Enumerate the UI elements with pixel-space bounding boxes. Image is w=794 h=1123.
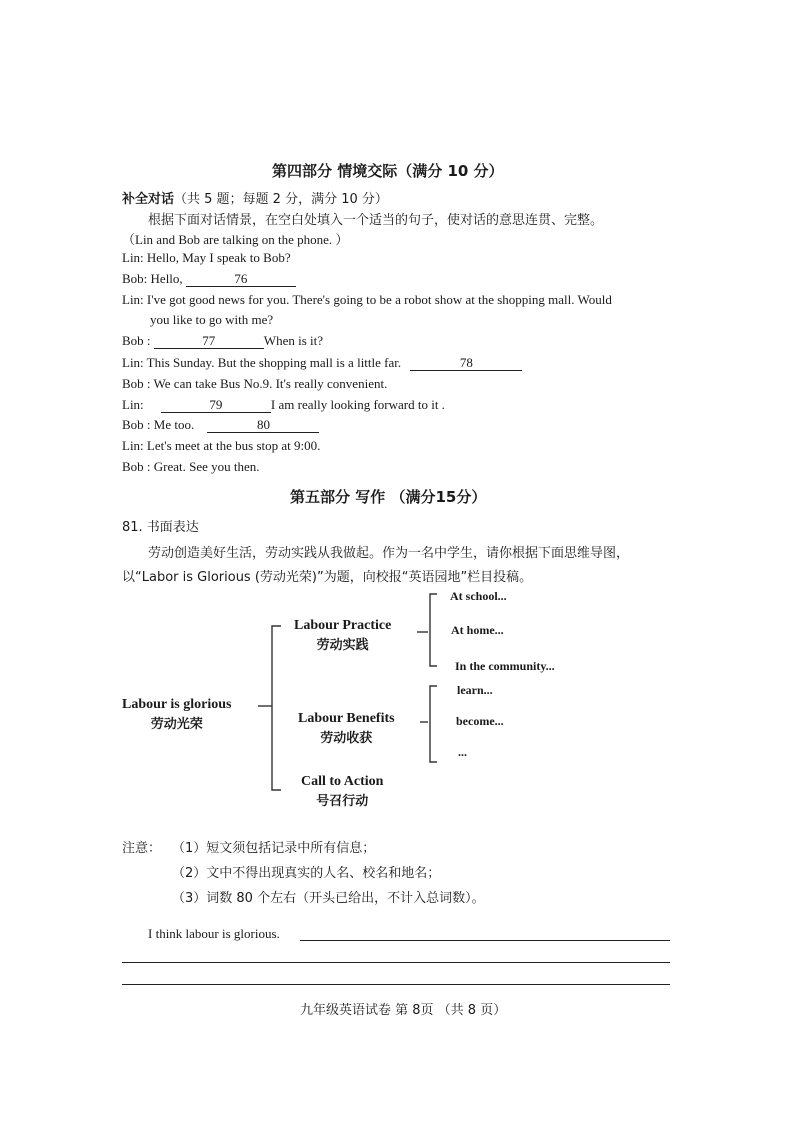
- writing-prompt-1: 劳动创造美好生活，劳动实践从我做起。作为一名中学生，请你根据下面思维导图，: [148, 546, 630, 561]
- mindmap-benefits-cn: 劳动收获: [320, 731, 373, 746]
- task-heading: 补全对话: [122, 192, 175, 207]
- note-1: （1）短文须包括记录中所有信息；: [172, 841, 376, 856]
- note-2: （2）文中不得出现真实的人名、校名和地名；: [172, 866, 441, 881]
- mindmap-practice: [294, 618, 391, 653]
- dialogue-line-3a: Lin: I've got good news for you. There's going to be a robot show at the shopping mall. Would: [122, 292, 612, 307]
- dialogue-line-2-text: Bob: Hello,: [122, 271, 183, 286]
- mindmap-root-cn: 劳动光荣: [150, 717, 203, 732]
- benefit-item-more: ...: [458, 745, 467, 759]
- writing-prompt-2: 以“Labor is Glorious (劳动光荣)”为题，向校报“英语园地”栏目投稿。: [122, 570, 533, 585]
- mindmap-root-en: Labour is glorious: [122, 697, 232, 712]
- question-number: 81. 书面表达: [122, 520, 199, 535]
- part5-title: 第五部分 写作 （满分15分）: [290, 488, 487, 506]
- blank-78[interactable]: 78: [410, 355, 522, 371]
- mindmap-root: [122, 697, 231, 732]
- dialogue-line-4-post: When is it?: [263, 333, 324, 348]
- mindmap-action-cn: 号召行动: [316, 794, 369, 809]
- dialogue-line-5-pre: Lin: This Sunday. But the shopping mall is a little far.: [122, 355, 402, 370]
- writing-line-3[interactable]: [122, 984, 670, 985]
- blank-76[interactable]: 76: [186, 271, 296, 287]
- instruction: 根据下面对话情景，在空白处填入一个适当的句子，使对话的意思连贯、完整。: [148, 213, 604, 228]
- dialogue-line-7-pre: Lin:: [122, 397, 144, 412]
- mindmap-action-en: Call to Action: [301, 774, 384, 789]
- blank-79[interactable]: 79: [161, 397, 271, 413]
- part4-title: 第四部分 情境交际（满分 10 分）: [272, 162, 504, 180]
- blank-80[interactable]: 80: [207, 417, 319, 433]
- dialogue-line-9: Lin: Let's meet at the bus stop at 9:00.: [122, 438, 321, 453]
- mindmap-practice-cn: 劳动实践: [316, 638, 369, 653]
- benefit-item-learn: learn...: [457, 683, 493, 697]
- dialogue-line-10: Bob : Great. See you then.: [122, 459, 260, 474]
- dialogue-line-3b: you like to go with me?: [150, 312, 274, 327]
- page-footer: 九年级英语试卷 第 8页 （共 8 页）: [300, 1003, 507, 1018]
- dialogue-line-7-post: I am really looking forward to it .: [270, 397, 445, 412]
- note-3: （3）词数 80 个左右（开头已给出，不计入总词数）。: [172, 891, 485, 906]
- dialogue-line-4-pre: Bob :: [122, 333, 151, 348]
- notes-label: 注意：: [122, 841, 162, 856]
- writing-line-2[interactable]: [122, 962, 670, 963]
- dialogue-line-6: Bob : We can take Bus No.9. It's really convenient.: [122, 376, 388, 391]
- practice-item-school: At school...: [450, 589, 507, 603]
- blank-77[interactable]: 77: [154, 333, 264, 349]
- dialogue-line-8-pre: Bob : Me too.: [122, 417, 195, 432]
- task-scoring: （共 5 题；每题 2 分，满分 10 分）: [174, 192, 388, 207]
- writing-line-1[interactable]: [300, 940, 670, 941]
- writing-starter: I think labour is glorious.: [148, 926, 280, 941]
- practice-item-home: At home...: [451, 623, 504, 637]
- mindmap-action: [301, 774, 383, 809]
- dialogue-context: （Lin and Bob are talking on the phone. ）: [122, 232, 349, 247]
- mindmap-benefits-en: Labour Benefits: [298, 711, 395, 726]
- benefit-item-become: become...: [456, 714, 504, 728]
- practice-item-community: In the community...: [455, 659, 555, 673]
- mindmap-benefits: [298, 711, 395, 746]
- dialogue-line-1: Lin: Hello, May I speak to Bob?: [122, 250, 291, 265]
- mindmap-practice-en: Labour Practice: [294, 618, 392, 633]
